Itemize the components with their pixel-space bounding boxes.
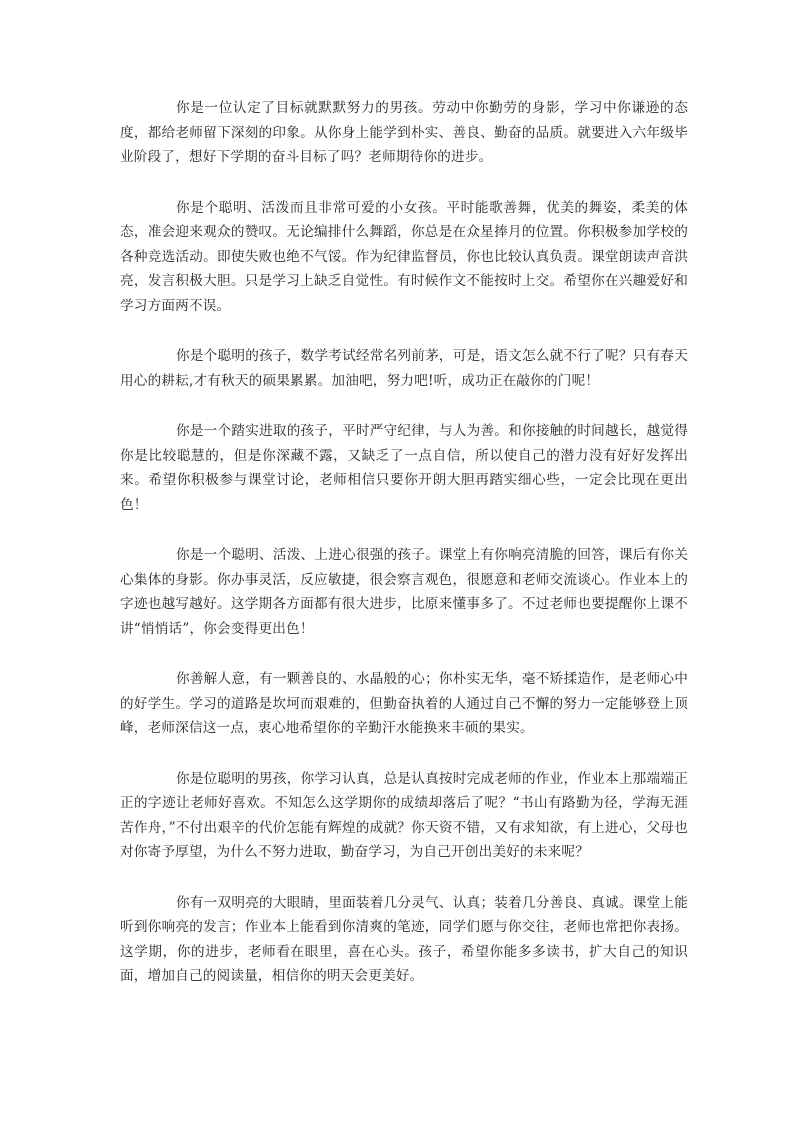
paragraph-6: 你善解人意，有一颗善良的、水晶般的心；你朴实无华，毫不矫揉造作，是老师心中的好学生。学习的道路是坎坷而艰难的，但勤奋执着的人通过自己不懈的努力一定能够登上顶峰，老师深信这一点，衷心地希望你的辛勤汗水能换来丰硕的果实。 [120, 671, 688, 736]
paragraph-4: 你是一个踏实进取的孩子，平时严守纪律，与人为善。和你接触的时间越长，越觉得你是比较聪慧的，但是你深藏不露，又缺乏了一点自信，所以使自己的潜力没有好好发挥出来。希望你积极参与课堂讨论，老师相信只要你开朗大胆再踏实细心些，一定会比现在更出色！ [120, 423, 688, 513]
document-body [120, 96, 688, 1015]
paragraph-7: 你是位聪明的男孩，你学习认真，总是认真按时完成老师的作业，作业本上那端端正正的字迹让老师好喜欢。不知怎么这学期你的成绩却落后了呢？“书山有路勤为径，学海无涯苦作舟，”不付出艰辛的代价怎能有辉煌的成就？你天资不错，又有求知欲，有上进心，父母也对你寄予厚望，为什么不努力进取，勤奋学习，为自己开创出美好的未来呢？ [120, 770, 688, 860]
paragraph-3: 你是个聪明的孩子，数学考试经常名列前茅，可是，语文怎么就不行了呢？只有春天用心的耕耘,才有秋天的硕果累累。加油吧，努力吧!听，成功正在敲你的门呢！ [120, 348, 688, 389]
paragraph-5: 你是一个聪明、活泼、上进心很强的孩子。课堂上有你响亮清脆的回答，课后有你关心集体的身影。你办事灵活，反应敏捷，很会察言观色，很愿意和老师交流谈心。作业本上的字迹也越写越好。这学期各方面都有很大进步，比原来懂事多了。不过老师也要提醒你上课不讲“悄悄话”，你会变得更出色！ [120, 547, 688, 637]
paragraph-1: 你是一位认定了目标就默默努力的男孩。劳动中你勤劳的身影，学习中你谦逊的态度，都给老师留下深刻的印象。从你身上能学到朴实、善良、勤奋的品质。就要进入六年级毕业阶段了，想好下学期的奋斗目标了吗？老师期待你的进步。 [120, 100, 688, 165]
paragraph-8: 你有一双明亮的大眼睛，里面装着几分灵气、认真；装着几分善良、真诚。课堂上能听到你响亮的发言；作业本上能看到你清爽的笔迹，同学们愿与你交往，老师也常把你表扬。这学期，你的进步，老师看在眼里，喜在心头。孩子，希望你能多多读书，扩大自己的知识面，增加自己的阅读量，相信你的明天会更美好。 [120, 894, 688, 984]
paragraph-2: 你是个聪明、活泼而且非常可爱的小女孩。平时能歌善舞，优美的舞姿，柔美的体态，准会迎来观众的赞叹。无论编排什么舞蹈，你总是在众星捧月的位置。你积极参加学校的各种竞选活动。即使失败也绝不气馁。作为纪律监督员，你也比较认真负责。课堂朗读声音洪亮，发言积极大胆。只是学习上缺乏自觉性。有时候作文不能按时上交。希望你在兴趣爱好和学习方面两不误。 [120, 199, 688, 314]
